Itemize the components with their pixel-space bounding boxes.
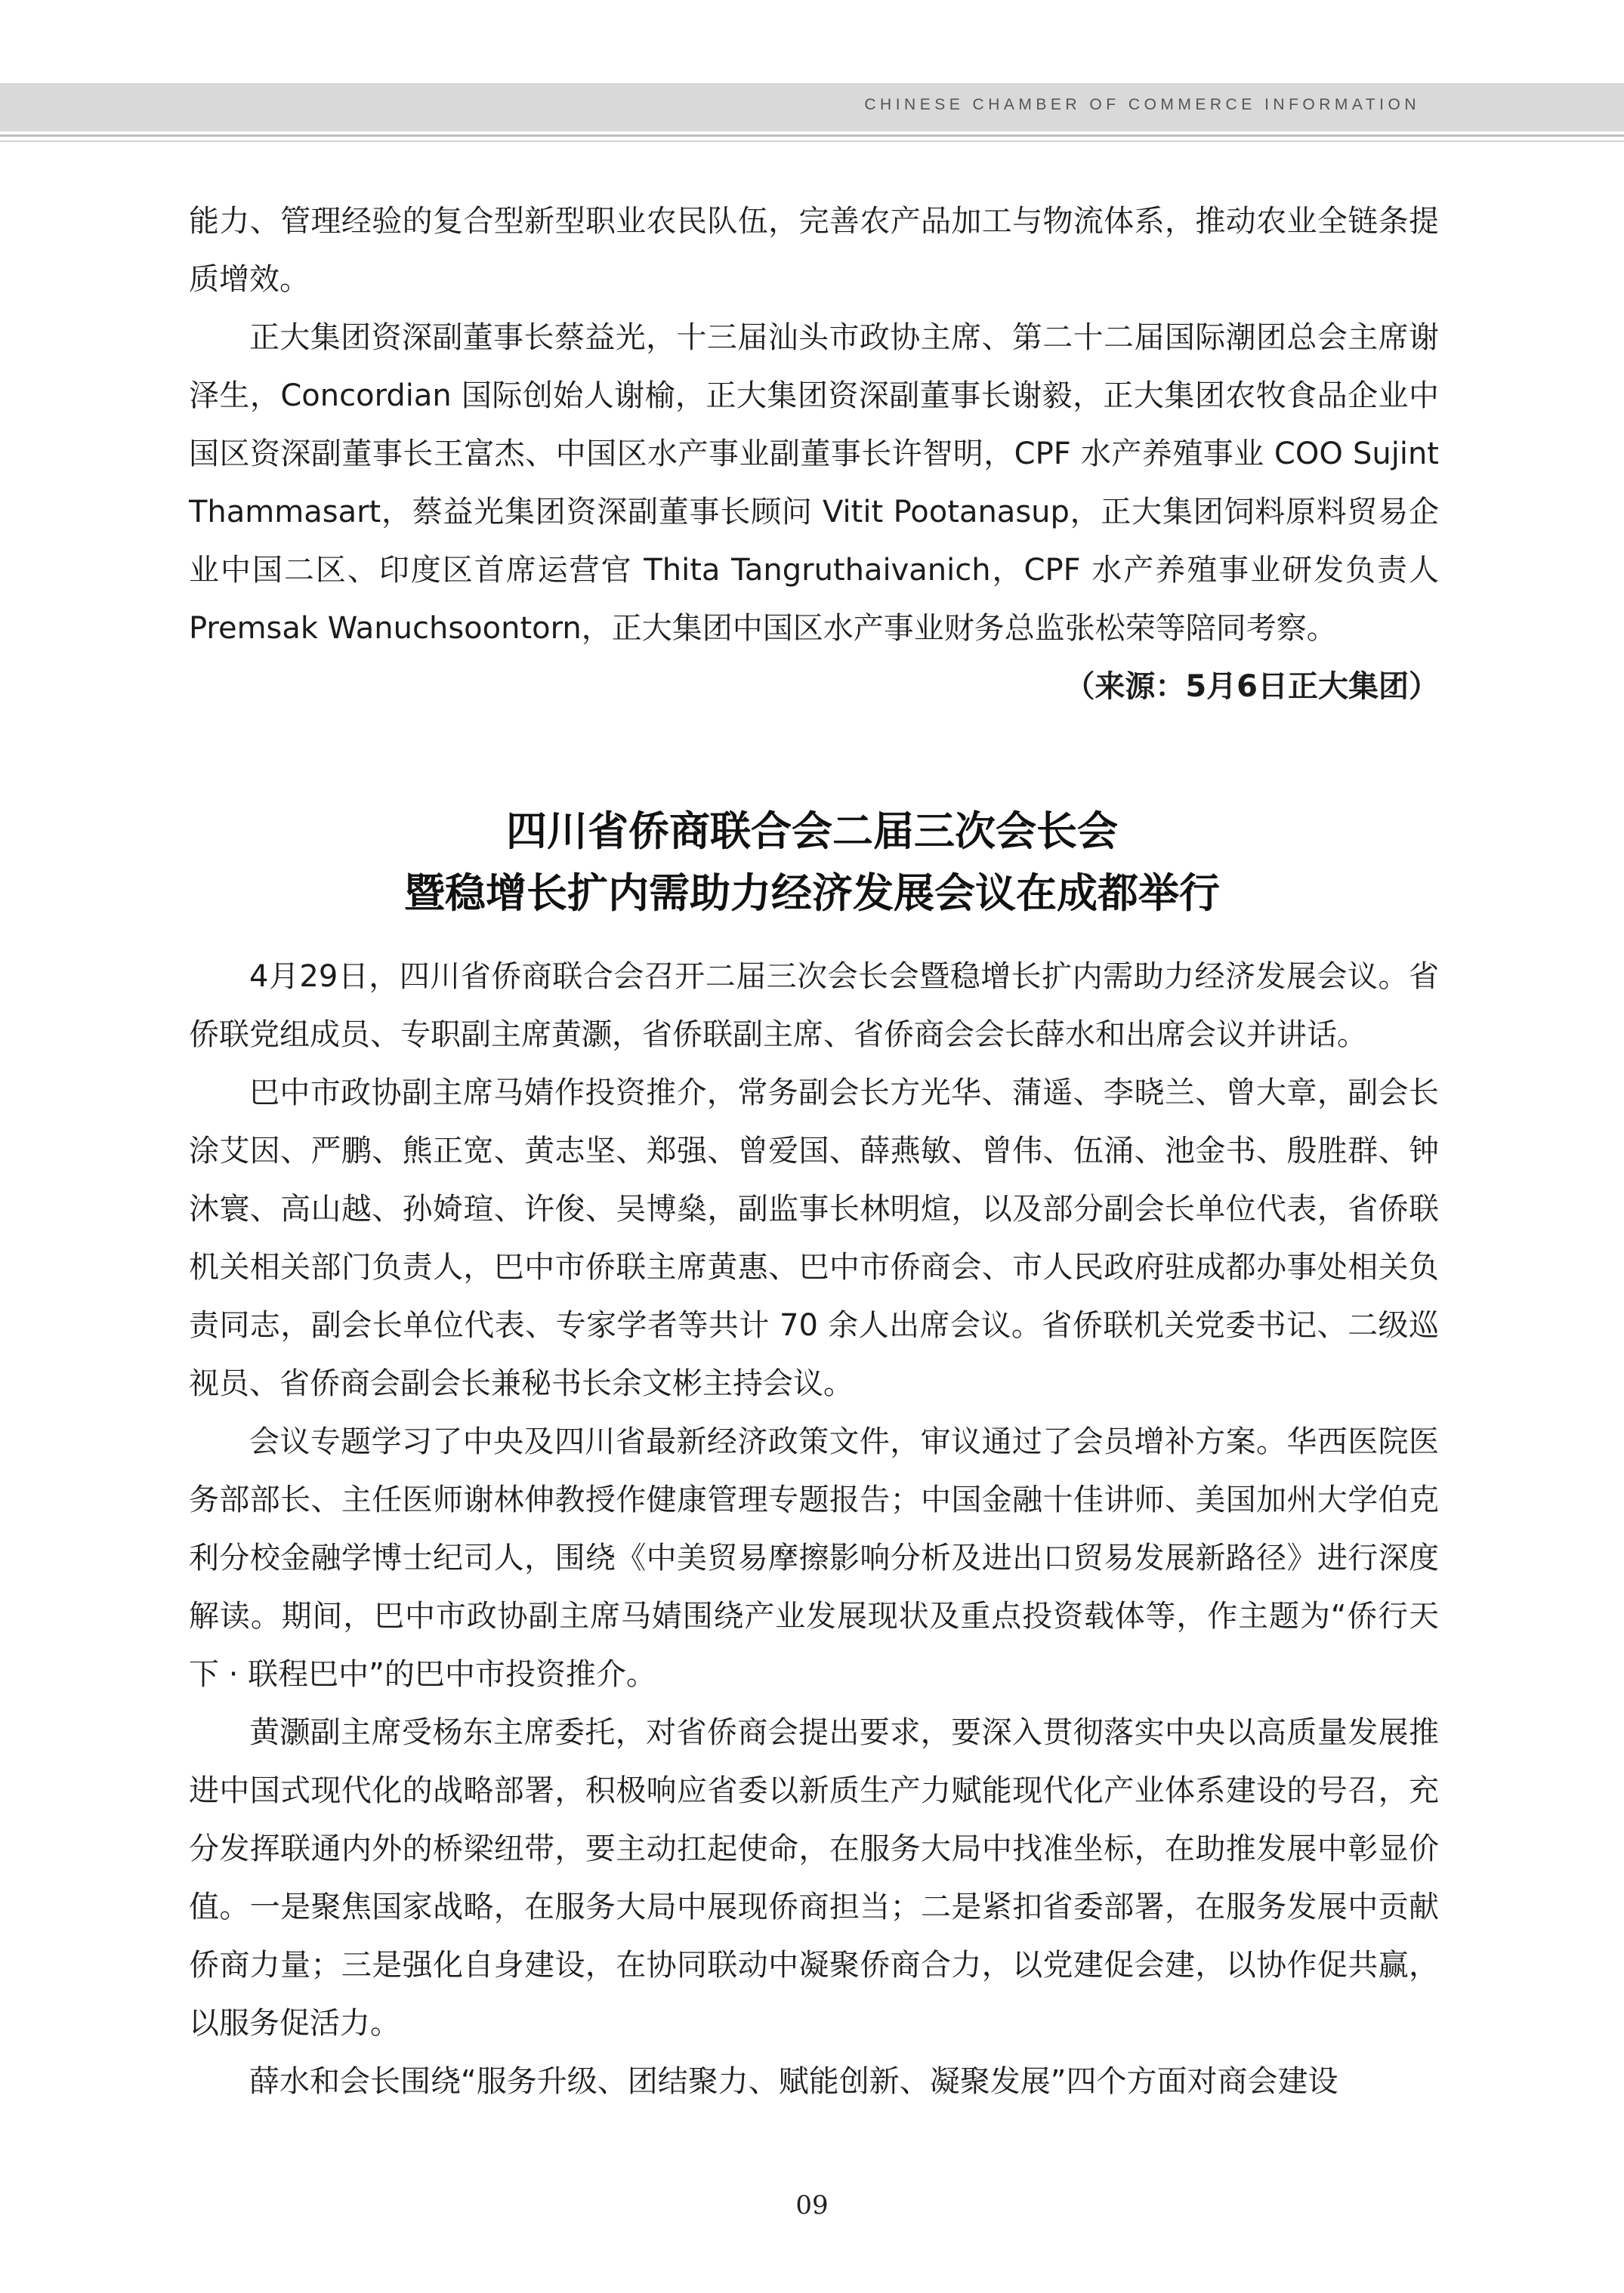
paragraph: 4月29日，四川省侨商联合会召开二届三次会长会暨稳增长扩内需助力经济发展会议。省侨联党组成员、专职副主席黄灏，省侨联副主席、省侨商会会长薛水和出席会议并讲话。 (189, 959, 1439, 1052)
header-divider-thin (0, 140, 1624, 142)
article-title-line-1: 四川省侨商联合会二届三次会长会 (506, 807, 1118, 855)
paragraph: 薛水和会长围绕“服务升级、团结聚力、赋能创新、凝聚发展”四个方面对商会建设 (249, 2064, 1338, 2099)
article-title (0, 801, 1624, 924)
page-number: 09 (795, 2190, 829, 2220)
paragraph: 正大集团资深副董事长蔡益光，十三届汕头市政协主席、第二十二届国际潮团总会主席谢泽生，Concordian 国际创始人谢榆，正大集团资深副董事长谢毅，正大集团农牧食品企业中国区资深副董事长王富杰、中国区水产事业副董事长许智明，CPF 水产养殖事业 COO Sujint Thammasart，蔡益光集团资深副董事长顾问 Vitit Pootanasup，正大集团饲料原料贸易企业中国二区、印度区首席运营官 Thita Tangruthaivanich，CPF 水产养殖事业研发负责人 Premsak Wanuchsoontorn，正大集团中国区水产事业财务总监张松荣等陪同考察。 (189, 320, 1439, 646)
previous-article-text (189, 193, 1439, 716)
paragraph: 能力、管理经验的复合型新型职业农民队伍，完善农产品加工与物流体系，推动农业全链条提质增效。 (189, 204, 1439, 297)
article-title-line-2: 暨稳增长扩内需助力经济发展会议在成都举行 (404, 869, 1220, 917)
paragraph: 巴中市政协副主席马婧作投资推介，常务副会长方光华、蒲遥、李晓兰、曾大章，副会长涂艾因、严鹏、熊正宽、黄志坚、郑强、曾爱国、薛燕敏、曾伟、伍涌、池金书、殷胜群、钟沐寰、高山越、孙婍瑄、许俊、吴博燊，副监事长林明煊，以及部分副会长单位代表，省侨联机关相关部门负责人，巴中市侨联主席黄惠、巴中市侨商会、市人民政府驻成都办事处相关负责同志，副会长单位代表、专家学者等共计 70 余人出席会议。省侨联机关党委书记、二级巡视员、省侨商会副会长兼秘书长余文彬主持会议。 (189, 1076, 1439, 1401)
paragraph: 会议专题学习了中央及四川省最新经济政策文件，审议通过了会员增补方案。华西医院医务部部长、主任医师谢林伸教授作健康管理专题报告；中国金融十佳讲师、美国加州大学伯克利分校金融学博士纪司人，围绕《中美贸易摩擦影响分析及进出口贸易发展新路径》进行深度解读。期间，巴中市政协副主席马婧围绕产业发展现状及重点投资载体等，作主题为“侨行天下 · 联程巴中”的巴中市投资推介。 (189, 1424, 1439, 1692)
article-body (189, 948, 1439, 2111)
header-divider (0, 134, 1624, 137)
paragraph: 黄灏副主席受杨东主席委托，对省侨商会提出要求，要深入贯彻落实中央以高质量发展推进中国式现代化的战略部署，积极响应省委以新质生产力赋能现代化产业体系建设的号召，充分发挥联通内外的桥梁纽带，要主动扛起使命，在服务大局中找准坐标，在助推发展中彰显价值。一是聚焦国家战略，在服务大局中展现侨商担当；二是紧扣省委部署，在服务发展中贡献侨商力量；三是强化自身建设，在协同联动中凝聚侨商合力，以党建促会建，以协作促共赢，以服务促活力。 (189, 1715, 1439, 2041)
source-credit: （来源：5月6日正大集团） (1064, 669, 1439, 704)
running-header: CHINESE CHAMBER OF COMMERCE INFORMATION (864, 96, 1420, 113)
